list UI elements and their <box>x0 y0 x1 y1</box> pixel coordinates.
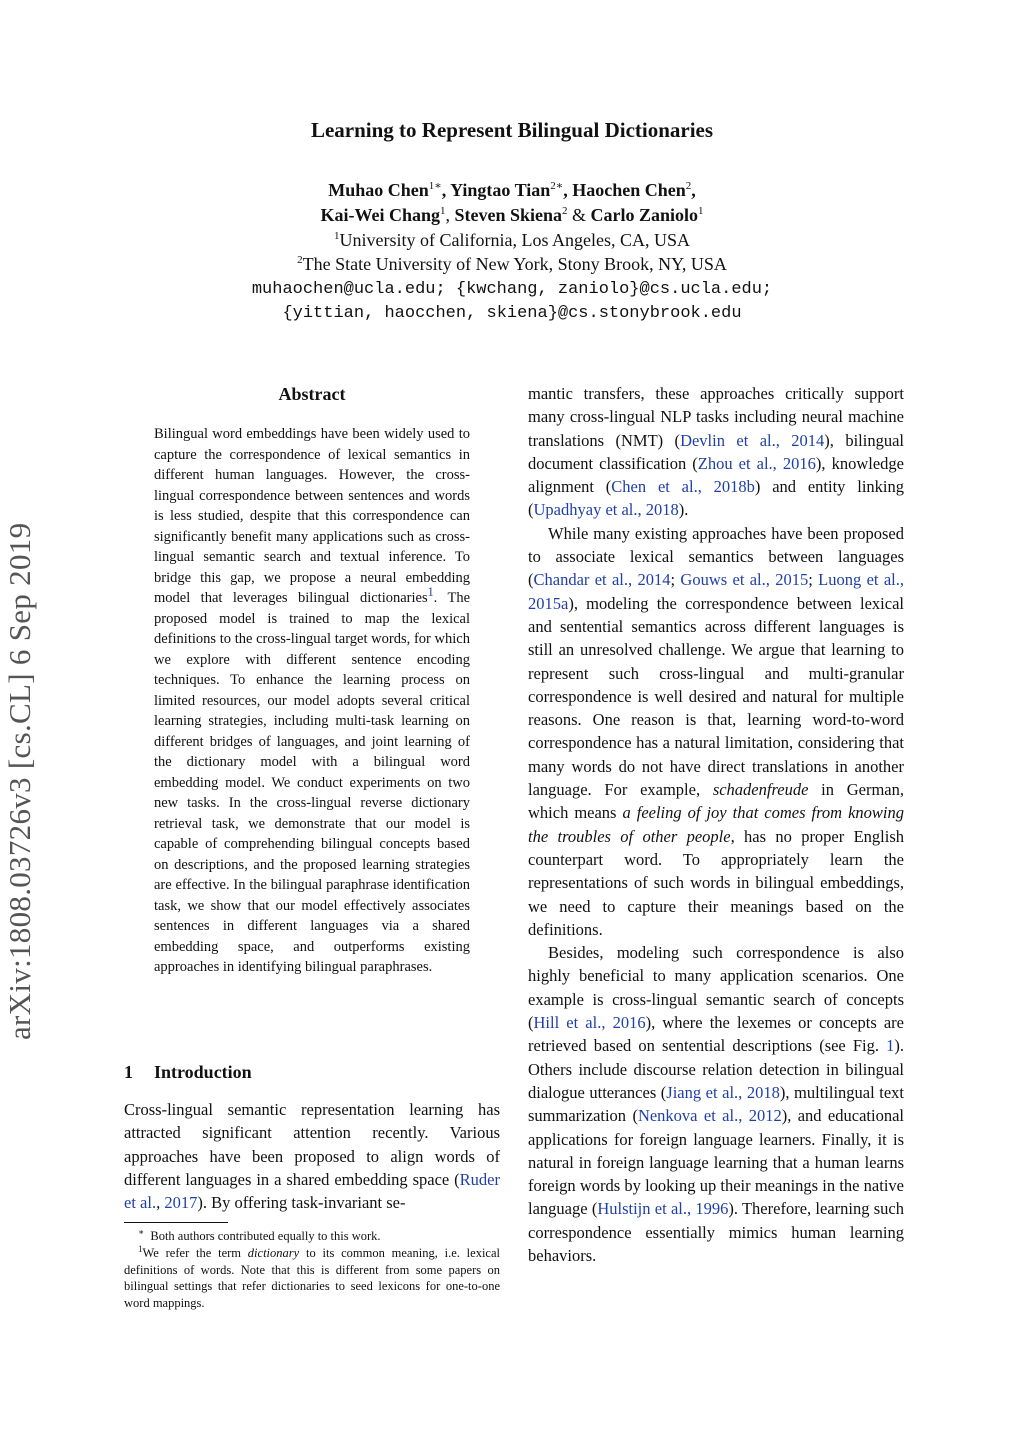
body-text: , <box>156 1193 165 1213</box>
paragraph <box>528 941 904 1267</box>
paragraph <box>528 382 904 522</box>
author-affiliation-mark: 1 <box>439 205 446 217</box>
body-text: ), where the lexemes or concepts are retrieved based on sentential descriptions (see Fig. <box>528 1013 905 1056</box>
author-affiliation-mark: 2∗ <box>550 180 564 192</box>
section-number: 1 <box>124 1062 133 1082</box>
body-text: ) and entity linking ( <box>528 477 904 520</box>
citation-link[interactable]: Upadhyay et al., 2018 <box>533 500 679 520</box>
citation-link[interactable]: Chandar et al., 2014 <box>533 570 671 590</box>
footnote-1 <box>124 1228 500 1245</box>
emphasis-text: schadenfreude <box>712 780 809 800</box>
affiliation-text: University of California, Los Angeles, CA, USA <box>339 230 690 250</box>
section-heading-introduction <box>124 1062 252 1083</box>
body-text: Besides, modeling such correspondence is also highly beneficial to many application scenarios. One example is cross-lingual semantic search of concepts ( <box>528 943 904 1033</box>
author-name: Steven Skiena <box>454 205 562 225</box>
email-line-1[interactable]: muhaochen@ucla.edu; {kwchang, zaniolo}@cs.ucla.edu; <box>251 280 773 299</box>
abstract-text: . The proposed model is trained to map the lexical definitions to the cross-lingual target words, for which we explore with different sentence encoding techniques. To enhance the learning process on limited resources, our model adopts several critical learning strategies, including multi-task learning on different bridges of languages, and joint learning of the dictionary model with a bilingual word embedding model. We conduct experiments on two new tasks. In the cross-lingual reverse dictionary retrieval task, we demonstrate that our model is capable of comprehending bilingual concepts based on descriptions, and the proposed learning strategies are effective. In the bilingual paraphrase identification task, we show that our model effectively associates sentences in different languages via a shared embedding space, and outperforms existing approaches in identifying bilingual paraphrases. <box>154 590 470 975</box>
affiliation-1 <box>0 228 1024 252</box>
body-text: Cross-lingual semantic representation learning has attracted significant attention recently. Various approaches have been proposed to align words of different languages in a shared embedding space ( <box>124 1100 500 1189</box>
author-name: Carlo Zaniolo <box>590 205 699 225</box>
affiliation-mark: 1 <box>334 230 340 242</box>
introduction-paragraph <box>124 1098 500 1214</box>
affiliation-mark: 2 <box>297 254 303 266</box>
section-title: Introduction <box>154 1062 252 1082</box>
footnote-link[interactable]: 1 <box>427 585 434 600</box>
author-affiliation-mark: 2 <box>562 205 568 217</box>
citation-link[interactable]: Jiang et al., 2018 <box>666 1082 780 1102</box>
citation-link[interactable]: Devlin et al., 2014 <box>680 430 825 450</box>
body-text: ). By offering task-invariant se- <box>197 1193 406 1213</box>
abstract-heading: Abstract <box>278 384 346 404</box>
body-text: ; <box>808 570 819 590</box>
body-text: ), bilingual document classification ( <box>528 430 904 473</box>
citation-link[interactable]: Nenkova et al., 2012 <box>637 1106 782 1126</box>
author-affiliation-mark: 1 <box>698 205 704 217</box>
figure-link[interactable]: 1 <box>886 1036 895 1056</box>
footnote-text: We refer the term <box>142 1246 248 1260</box>
citation-link[interactable]: Chen et al., 2018b <box>611 477 755 497</box>
affiliation-text: The State University of New York, Stony Brook, NY, USA <box>302 254 727 274</box>
footnote-text: Both authors contributed equally to this work. <box>150 1229 381 1243</box>
emphasis-text: a feeling of joy that comes from knowing the troubles of other people <box>528 803 904 846</box>
author-name: Kai-Wei Chang <box>320 205 440 225</box>
right-column <box>528 382 904 1267</box>
body-text: mantic transfers, these approaches critically support many cross-lingual NLP tasks including neural machine translations (NMT) ( <box>528 384 904 450</box>
body-text: ), and educational applications for foreign language learners. Finally, it is natural in foreign language learning that a human learns foreign words by looking up their meanings in the native language ( <box>528 1106 904 1219</box>
arxiv-identifier-stamp[interactable]: arXiv:1808.03726v3 [cs.CL] 6 Sep 2019 <box>2 522 37 1040</box>
author-name: Muhao Chen <box>328 180 429 200</box>
body-text: ). <box>678 500 689 520</box>
author-name: Haochen Chen <box>572 180 686 200</box>
abstract-text: Bilingual word embeddings have been widely used to capture the correspondence of lexical semantics in different human languages. However, the cross-lingual correspondence between sentences and words is less studied, despite that this correspondence can significantly benefit many applications such as cross-lingual semantic search and textual inference. To bridge this gap, we propose a neural embedding model that leverages bilingual dictionaries <box>154 426 470 606</box>
body-text: , has no proper English counterpart word. To appropriately learn the representations of such words in bilingual embeddings, we need to capture their meanings based on the definitions. <box>528 826 904 939</box>
paper-title: Learning to Represent Bilingual Dictionaries <box>310 118 714 142</box>
footnote-emphasis: dictionary <box>247 1246 300 1260</box>
author-line-2: Kai-Wei Chang$^1$, Steven Skiena$^2$ & Carlo Zaniolo$^1$ <box>320 205 704 225</box>
paragraph <box>528 522 904 941</box>
footnote-divider <box>124 1222 228 1223</box>
affiliation-2 <box>0 252 1024 276</box>
footnote-mark: ∗ <box>138 1226 145 1237</box>
citation-link[interactable]: Hill et al., 2016 <box>533 1013 646 1033</box>
footnote-text: to its common meaning, i.e. lexical definitions of words. Note that this is different from some papers on bilingual settings that refer dictionaries to seed lexicons for one-to-one word mappings. <box>124 1246 500 1310</box>
citation-link[interactable]: Hulstijn et al., 1996 <box>597 1199 729 1219</box>
body-text: ), modeling the correspondence between lexical and sentential semantics across different languages is still an unresolved challenge. We argue that learning to represent such cross-lingual and multi-granular correspondence is well desired and natural for multiple reasons. One reason is that, learning word-to-word correspondence has a natural limitation, considering that many words do not have direct translations in another language. For example, <box>528 593 904 800</box>
body-text: ), multilingual text summarization ( <box>528 1082 904 1126</box>
body-text: ; <box>670 570 681 590</box>
author-affiliation-mark: 1∗ <box>428 180 442 192</box>
body-text: While many existing approaches have been proposed to associate lexical semantics between languages ( <box>528 523 904 590</box>
footnote-mark: 1 <box>138 1243 143 1254</box>
citation-link[interactable]: Ruder et al. <box>124 1169 500 1213</box>
citation-link[interactable]: Luong et al., 2015a <box>528 570 904 613</box>
body-text: in German, which means <box>528 780 904 823</box>
footnote-2 <box>124 1245 500 1311</box>
author-line-1: Muhao Chen$^{1∗}$, Yingtao Tian$^{2∗}$, Haochen Chen$^2$, <box>328 180 696 200</box>
abstract-body <box>154 424 470 978</box>
body-text: ), knowledge alignment ( <box>528 453 904 497</box>
citation-link[interactable]: Gouws et al., 2015 <box>680 570 809 590</box>
citation-link[interactable]: 2017 <box>164 1193 198 1213</box>
author-name: Yingtao Tian <box>450 180 551 200</box>
email-line-2[interactable]: {yittian, haocchen, skiena}@cs.stonybrook.edu <box>282 304 742 323</box>
citation-link[interactable]: Zhou et al., 2016 <box>697 453 816 473</box>
body-text: ). Therefore, learning such correspondence essentially mimics human learning behaviors. <box>528 1199 904 1265</box>
ampersand: & <box>572 205 587 225</box>
author-affiliation-mark: 2 <box>685 180 692 192</box>
body-text: ). Others include discourse relation detection in bilingual dialogue utterances ( <box>528 1036 904 1102</box>
